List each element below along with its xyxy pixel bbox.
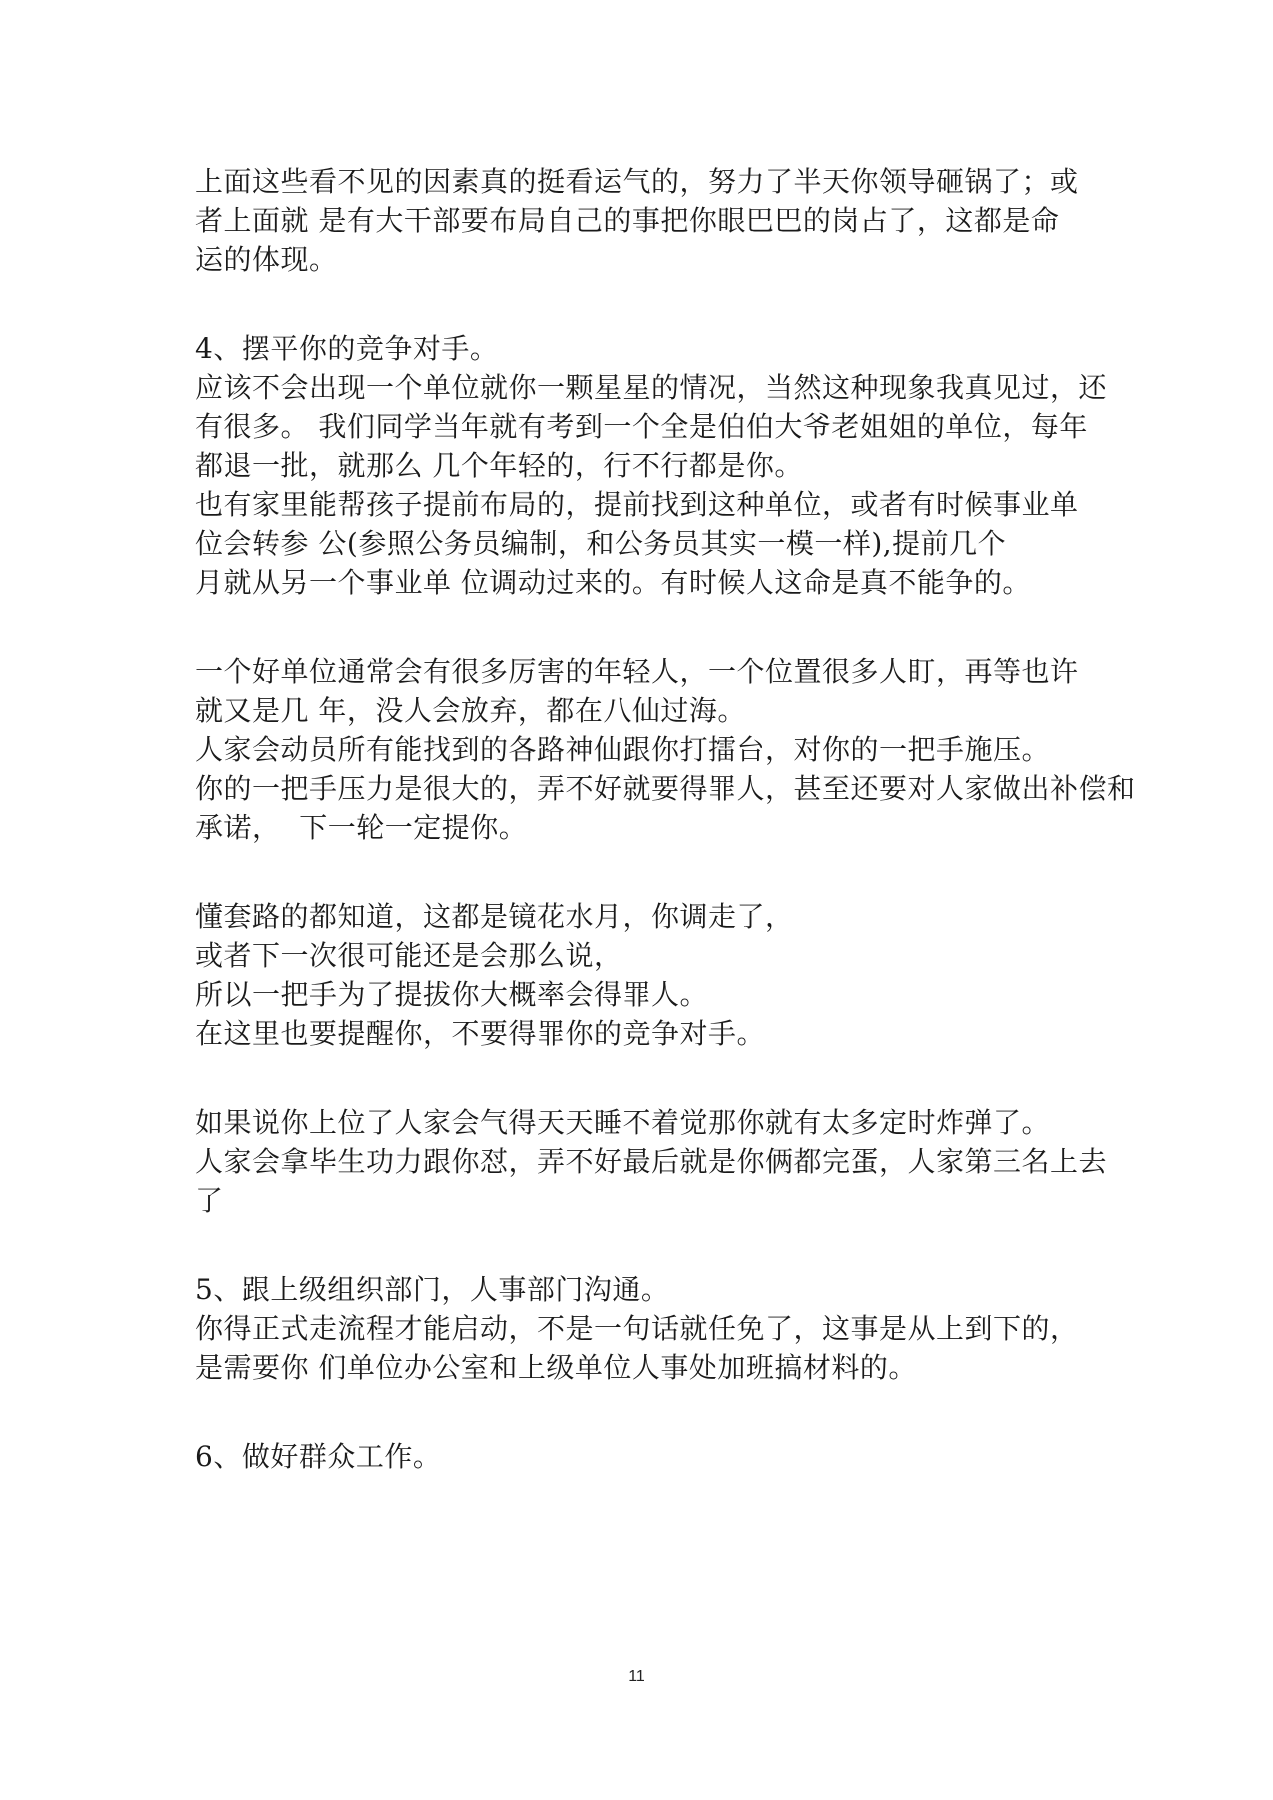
paragraph: [195, 162, 1095, 279]
text-line: 如果说你上位了人家会气得天天睡不着觉那你就有太多定时炸弹了。: [195, 1106, 1051, 1139]
text-line: 一个好单位通常会有很多厉害的年轻人，一个位置很多人盯，再等也许: [195, 655, 1079, 688]
text-line: 有很多。 我们同学当年就有考到一个全是伯伯大爷老姐姐的单位，每年: [195, 410, 1088, 443]
text-line: 也有家里能帮孩子提前布局的，提前找到这种单位，或者有时候事业单: [195, 488, 1079, 521]
paragraph-gap: [195, 1387, 1095, 1437]
text-line: 在这里也要提醒你，不要得罪你的竞争对手。: [195, 1017, 766, 1050]
text-line: 上面这些看不见的因素真的挺看运气的，努力了半天你领导砸锅了；或: [195, 165, 1079, 198]
paragraph-gap: [195, 279, 1095, 329]
page-number: 11: [628, 1668, 645, 1685]
section-heading: 5、跟上级组织部门，人事部门沟通。: [195, 1273, 670, 1306]
text-line: 或者下一次很可能还是会那么说，: [195, 939, 623, 972]
text-line: 承诺， 下一轮一定提你。: [195, 811, 528, 844]
text-line: 者上面就 是有大干部要布局自己的事把你眼巴巴的岗占了，这都是命: [195, 204, 1060, 237]
paragraph-gap: [195, 1053, 1095, 1103]
text-line: 就又是几 年，没人会放弃，都在八仙过海。: [195, 694, 746, 727]
text-line: 懂套路的都知道，这都是镜花水月，你调走了，: [195, 900, 794, 933]
text-line: 人家会拿毕生功力跟你怼，弄不好最后就是你俩都完蛋，人家第三名上去: [195, 1145, 1108, 1178]
paragraph: [195, 1103, 1108, 1220]
text-line: 了: [195, 1184, 224, 1217]
text-line: 运的体现。: [195, 243, 338, 276]
text-line: 都退一批，就那么 几个年轻的，行不行都是你。: [195, 449, 803, 482]
paragraph-gap: [195, 602, 1095, 652]
paragraph: [195, 1437, 1095, 1476]
paragraph: [195, 652, 1136, 847]
text-line: 月就从另一个事业单 位调动过来的。有时候人这命是真不能争的。: [195, 566, 1031, 599]
document-body: [195, 162, 1136, 1476]
paragraph-gap: [195, 847, 1095, 897]
text-line: 人家会动员所有能找到的各路神仙跟你打擂台，对你的一把手施压。: [195, 733, 1051, 766]
paragraph: [195, 897, 1095, 1053]
paragraph-gap: [195, 1220, 1095, 1270]
text-line: 位会转参 公(参照公务员编制，和公务员其实一模一样),提前几个: [195, 527, 1007, 560]
text-line: 你的一把手压力是很大的，弄不好就要得罪人，甚至还要对人家做出补偿和: [195, 772, 1136, 805]
text-line: 应该不会出现一个单位就你一颗星星的情况，当然这种现象我真见过，还: [195, 371, 1108, 404]
text-line: 所以一把手为了提拔你大概率会得罪人。: [195, 978, 709, 1011]
paragraph: [195, 1270, 1095, 1387]
paragraph: [195, 329, 1108, 602]
section-heading: 4、摆平你的竞争对手。: [195, 332, 499, 365]
text-line: 你得正式走流程才能启动，不是一句话就任免了，这事是从上到下的，: [195, 1312, 1079, 1345]
text-line: 是需要你 们单位办公室和上级单位人事处加班搞材料的。: [195, 1351, 917, 1384]
section-heading: 6、做好群众工作。: [195, 1440, 442, 1473]
